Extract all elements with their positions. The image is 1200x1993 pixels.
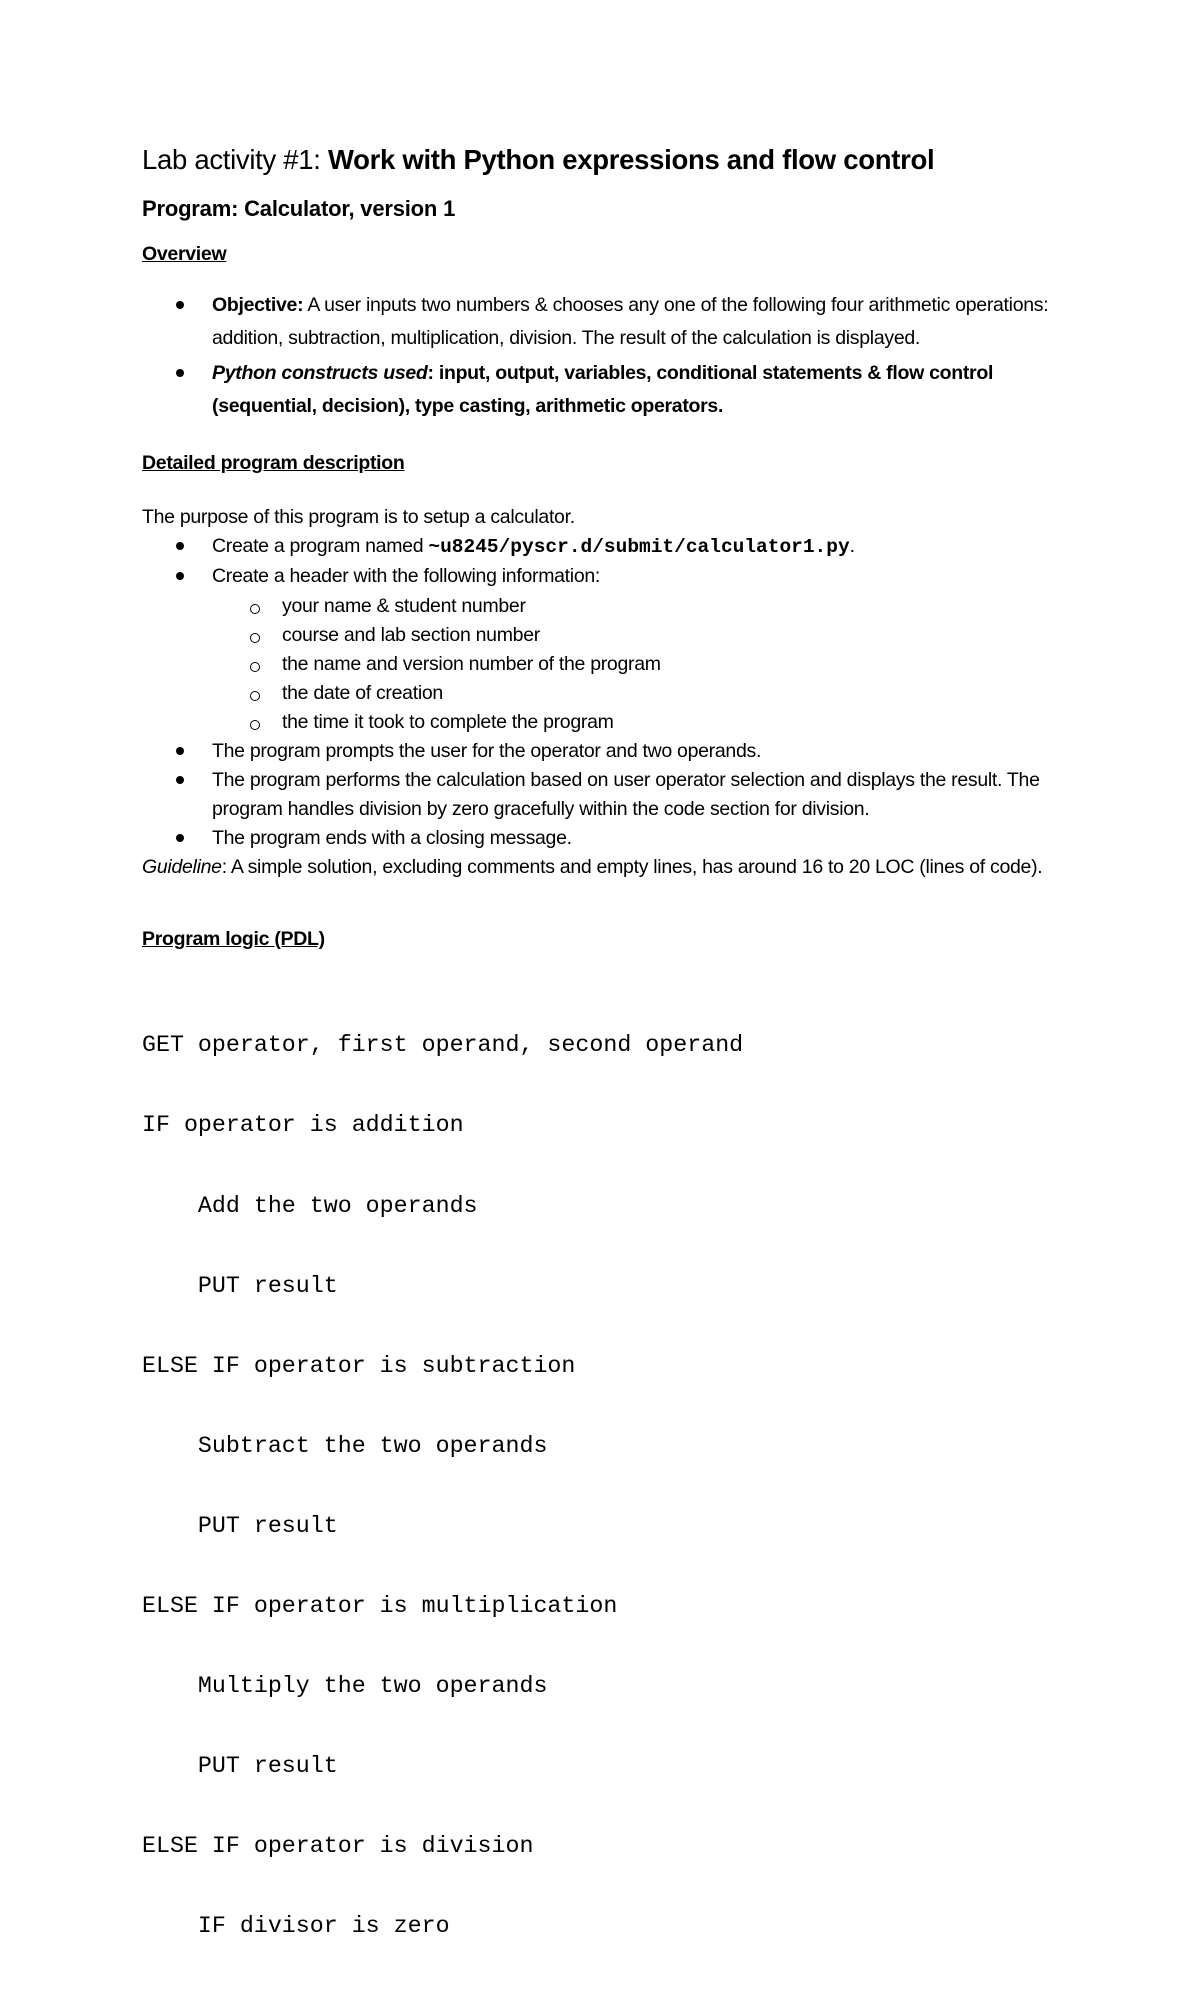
overview-heading: Overview (142, 243, 227, 265)
code-line: ELSE IF operator is multiplication (142, 1592, 618, 1619)
code-line: GET operator, first operand, second operand (142, 1032, 744, 1059)
header-fields-list (212, 592, 1072, 737)
pdl-code-block (142, 979, 1072, 1993)
code-line: PUT result (142, 1753, 338, 1780)
code-line: Multiply the two operands (142, 1673, 548, 1700)
guideline-text: : A simple solution, excluding comments and empty lines, has around 16 to 20 LOC (lines of code). (221, 856, 1043, 879)
perform-item: The program performs the calculation based on user operator selection and displays the result. The program handles division by zero gracefully within the code section for division. (212, 768, 1040, 820)
sub-list-item: course and lab section number (212, 621, 1072, 650)
code-line: IF operator is addition (142, 1112, 464, 1139)
objective-text: A user inputs two numbers & chooses any one of the following four arithmetic operations: addition, subtraction, multiplication, division. The result of the calculation is displayed. (212, 294, 1049, 350)
description-intro: The purpose of this program is to setup a calculator. (142, 506, 575, 529)
code-line: IF divisor is zero (142, 1913, 450, 1940)
list-item (142, 532, 1072, 562)
page-title (142, 140, 1072, 180)
header-item: Create a header with the following information: (212, 565, 601, 588)
code-line: ELSE IF operator is subtraction (142, 1352, 576, 1379)
bullet-icon (176, 747, 184, 755)
list-item (142, 766, 1072, 824)
bullet-icon (176, 776, 184, 784)
description-heading: Detailed program description (142, 452, 405, 475)
code-line: Subtract the two operands (142, 1432, 548, 1459)
objective-label: Objective: (212, 294, 304, 316)
guideline-label: Guideline (142, 856, 222, 879)
circle-bullet-icon (250, 633, 260, 643)
circle-bullet-icon (250, 662, 260, 672)
create-program-prefix: Create a program named (212, 535, 429, 558)
title-rest: Work with Python expressions and flow control (327, 144, 935, 175)
guideline (142, 853, 1072, 883)
create-program-suffix: . (849, 535, 855, 558)
constructs-text: : input, output, variables, conditional statements & flow control (sequential, decision), type casting, arithmetic operators. (212, 361, 994, 417)
list-item (142, 562, 1072, 736)
pdl-heading: Program logic (PDL) (142, 927, 325, 950)
list-item (142, 737, 1072, 766)
bullet-icon (176, 542, 184, 550)
circle-bullet-icon (250, 604, 260, 614)
bullet-icon (176, 834, 184, 842)
title-prefix: Lab activity #1: (142, 144, 328, 175)
code-line: PUT result (142, 1512, 338, 1539)
program-value: Calculator, version 1 (244, 196, 456, 221)
code-line: Add the two operands (142, 1192, 478, 1219)
program-label: Program: (142, 196, 245, 221)
file-path: ~u8245/pyscr.d/submit/calculator1.py (428, 536, 850, 559)
code-line: PUT result (142, 1272, 338, 1299)
bullet-icon (176, 301, 184, 309)
overview-list (142, 289, 1072, 423)
constructs-label: Python constructs used (212, 361, 428, 384)
sub-list-item: the time it took to complete the program (212, 708, 1072, 737)
sub-list-item: your name & student number (212, 592, 1072, 621)
bullet-icon (176, 572, 184, 580)
circle-bullet-icon (250, 691, 260, 701)
prompt-item: The program prompts the user for the operator and two operands. (212, 739, 762, 762)
sub-list-item: the date of creation (212, 679, 1072, 708)
document-body (142, 140, 1072, 1993)
list-item (142, 289, 1072, 356)
sub-list-item: the name and version number of the program (212, 650, 1072, 679)
code-line: ELSE IF operator is division (142, 1833, 534, 1860)
list-item (142, 824, 1072, 853)
program-name (142, 193, 1072, 225)
list-item (142, 357, 1072, 424)
circle-bullet-icon (250, 720, 260, 730)
bullet-icon (176, 369, 184, 377)
ends-item: The program ends with a closing message. (212, 827, 572, 850)
description-list (142, 532, 1072, 853)
